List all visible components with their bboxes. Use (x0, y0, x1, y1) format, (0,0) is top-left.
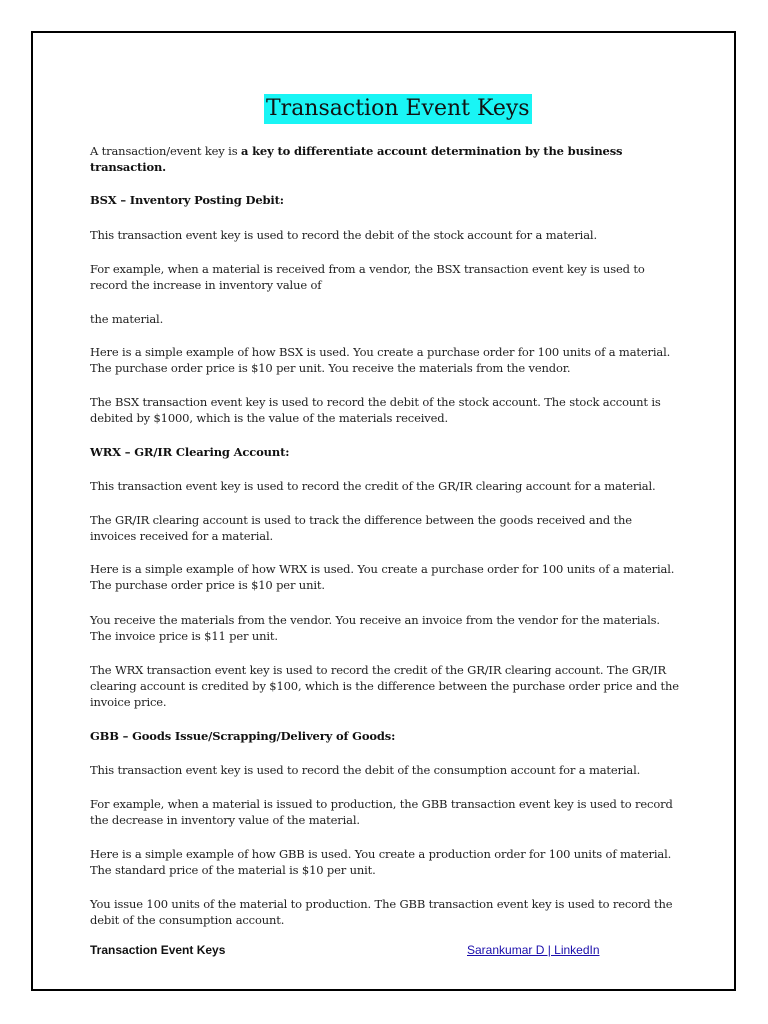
paragraph: This transaction event key is used to record the credit of the GR/IR clearing account for a material. (90, 479, 656, 493)
intro-bold-text: a key to differentiate account determination by the business transaction. (90, 144, 623, 174)
paragraph: You receive the materials from the vendor. You receive an invoice from the vendor for the materials. The invoice price is $11 per unit. (90, 613, 660, 643)
paragraph: For example, when a material is received from a vendor, the BSX transaction event key is used to record the increase in inventory value of (90, 262, 645, 292)
paragraph: The GR/IR clearing account is used to track the difference between the goods received and the invoices received for a material. (90, 513, 632, 543)
linkedin-link[interactable]: Sarankumar D | LinkedIn (467, 943, 600, 957)
section-heading-wrx: WRX – GR/IR Clearing Account: (90, 445, 290, 459)
footer-title: Transaction Event Keys (90, 943, 226, 957)
paragraph: Here is a simple example of how GBB is used. You create a production order for 100 units of material. The standard price of the material is $10 per unit. (90, 847, 672, 877)
paragraph: The WRX transaction event key is used to record the credit of the GR/IR clearing account. The GR/IR clearing account is credited by $100, which is the difference between the purchase order price and the invoice price. (90, 663, 679, 709)
paragraph: This transaction event key is used to record the debit of the stock account for a material. (90, 228, 597, 242)
paragraph: You issue 100 units of the material to production. The GBB transaction event key is used to record the debit of the consumption account. (90, 897, 673, 927)
intro-text: A transaction/event key is (90, 144, 241, 158)
paragraph: Here is a simple example of how BSX is used. You create a purchase order for 100 units of a material. The purchase order price is $10 per unit. You receive the materials from the vendor. (90, 345, 671, 375)
intro-paragraph (90, 143, 680, 175)
paragraph: The BSX transaction event key is used to record the debit of the stock account. The stock account is debited by $1000, which is the value of the materials received. (90, 395, 661, 425)
document-title: Transaction Event Keys (264, 94, 532, 124)
paragraph: the material. (90, 312, 164, 326)
paragraph: For example, when a material is issued to production, the GBB transaction event key is used to record the decrease in inventory value of the material. (90, 797, 673, 827)
paragraph: Here is a simple example of how WRX is used. You create a purchase order for 100 units of a material. The purchase order price is $10 per unit. (90, 562, 675, 592)
section-heading-bsx: BSX – Inventory Posting Debit: (90, 193, 284, 207)
section-heading-gbb: GBB – Goods Issue/Scrapping/Delivery of Goods: (90, 729, 396, 743)
paragraph: This transaction event key is used to record the debit of the consumption account for a material. (90, 763, 641, 777)
